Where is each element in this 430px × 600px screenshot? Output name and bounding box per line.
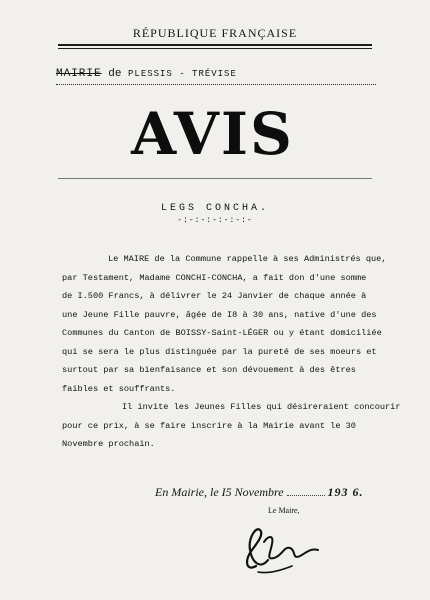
mairie-de: de [108,68,122,80]
mairie-line [56,68,396,80]
date-line [155,485,415,500]
header-rule-top [58,44,372,46]
body-line: de I.500 Francs, à délivrer le 24 Janvier de chaque année à [62,291,367,301]
body-line: Le MAIRE de la Commune rappelle à ses Administrés que, [108,254,387,264]
date-year: 193 6. [327,485,364,499]
body-line: Il invite les Jeunes Filles qui désireraient concourir [122,402,401,412]
mairie-label: MAIRIE [56,68,102,80]
body-text [62,250,420,454]
body-line: une Jeune Fille pauvre, âgée de I8 à 30 ans, native d'une des [62,309,377,320]
legs-underline: -:-:-:-:-:-:- [177,216,253,225]
body-line: pour ce prix, à se faire inscrire à la Mairie avant le 30 [62,420,356,431]
body-line: Communes du Canton de BOISSY-Saint-LÉGER ou y étant domiciliée [62,328,382,338]
date-month: Novembre [234,485,284,499]
date-prefix: En Mairie, le [155,485,219,499]
republique-heading: RÉPUBLIQUE FRANÇAISE [132,26,298,40]
legs-title: LEGS CONCHA. [160,203,269,214]
body-line: Novembre prochain. [62,439,155,449]
body-line: qui se sera le plus distinguée par la pureté de ses moeurs et [62,346,377,357]
header-rule-bottom [58,48,372,49]
date-day: I5 [221,485,232,499]
body-line: faibles et souffrants. [62,383,176,394]
mairie-dotted-rule [56,84,376,85]
body-line: par Testament, Madame CONCHI-CONCHA, a fait don d'une somme [62,272,367,283]
avis-title: AVIS [131,100,294,168]
body-line: surtout par sa bienfaisance et son dévouement à des êtres [62,365,356,375]
le-maire-label: Le Maire, [268,506,300,515]
signature-image [238,520,324,576]
avis-rule [58,178,372,179]
date-dotted-fill [287,495,325,496]
mairie-place: PLESSIS - TRÉVISE [128,69,237,79]
